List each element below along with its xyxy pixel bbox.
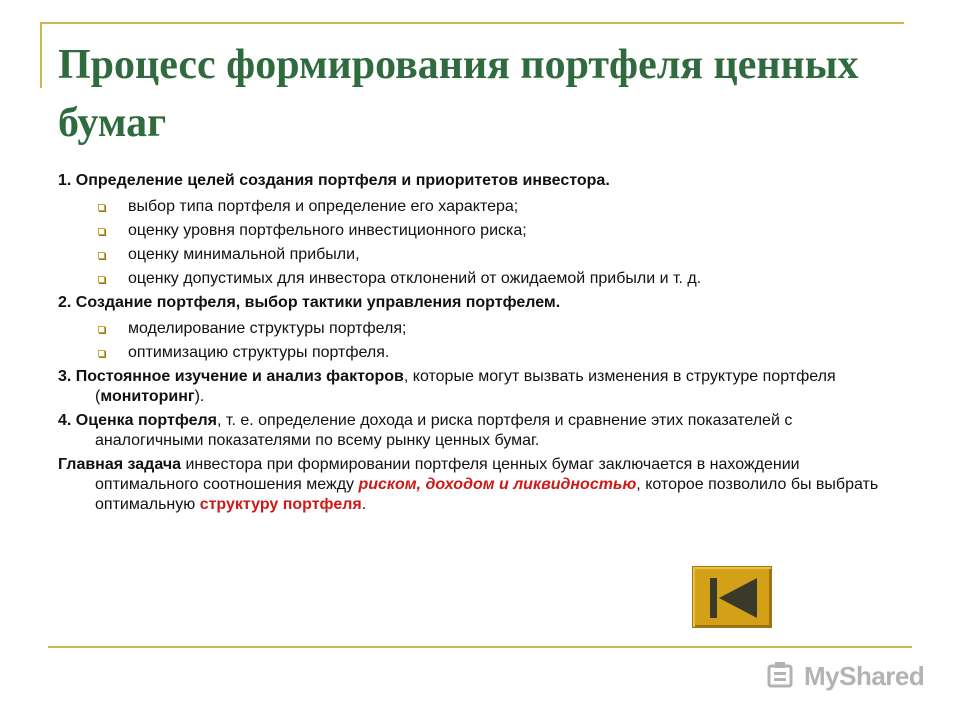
list-item-text: выбор типа портфеля и определение его характера; <box>128 198 519 215</box>
myshared-logo-icon <box>766 660 798 692</box>
list-item <box>58 195 898 219</box>
step-2-lead: 2. Создание портфеля, выбор тактики управления портфелем. <box>58 294 561 311</box>
previous-slide-button[interactable] <box>692 566 772 628</box>
frame-bottom-line <box>48 646 912 648</box>
main-task-highlight-structure: структуру портфеля <box>199 496 362 513</box>
step-4 <box>58 411 898 451</box>
square-bullet-icon <box>98 350 105 357</box>
step-3-text: , которые могут вызвать изменения в структуре портфеля ( <box>95 368 836 405</box>
list-item-text: моделирование структуры портфеля; <box>128 320 407 337</box>
list-item-text: оптимизацию структуры портфеля. <box>128 344 390 361</box>
main-task <box>58 455 898 515</box>
slide-title: Процесс формирования портфеля ценных бумаг <box>58 42 859 146</box>
list-item <box>58 317 898 341</box>
square-bullet-icon <box>98 276 105 283</box>
list-item <box>58 219 898 243</box>
main-task-text: инвестора при формировании портфеля ценных бумаг заключается в нахождении оптимального соотношения между <box>95 456 800 493</box>
step-1-sublist <box>58 195 898 291</box>
skip-back-icon <box>693 567 773 629</box>
step-1 <box>58 171 898 191</box>
step-3-lead: 3. Постоянное изучение и анализ факторов <box>58 368 404 385</box>
step-2 <box>58 293 898 313</box>
frame-left-line <box>40 22 42 88</box>
watermark <box>766 656 924 696</box>
list-item <box>58 243 898 267</box>
list-item-text: оценку уровня портфельного инвестиционного риска; <box>128 222 527 239</box>
frame-top-line <box>40 22 904 24</box>
step-2-sublist <box>58 317 898 365</box>
watermark-text: MyShared <box>804 660 925 691</box>
square-bullet-icon <box>98 252 105 259</box>
step-4-text: , т. е. определение дохода и риска портфеля и сравнение этих показателей с аналогичными показателями по всему рынку ценных бумаг. <box>95 412 793 449</box>
list-item-text: оценку допустимых для инвестора отклонений от ожидаемой прибыли и т. д. <box>128 270 702 287</box>
step-3-text-end: ). <box>194 388 205 405</box>
list-item <box>58 341 898 365</box>
list-item <box>58 267 898 291</box>
step-3-term: мониторинг <box>100 388 195 405</box>
main-task-lead: Главная задача <box>58 456 181 473</box>
square-bullet-icon <box>98 326 105 333</box>
step-4-lead: 4. Оценка портфеля <box>58 412 218 429</box>
step-1-lead: 1. Определение целей создания портфеля и приоритетов инвестора. <box>58 172 610 189</box>
main-task-highlight-risk: риском, доходом и ликвидностью <box>358 476 637 493</box>
step-3 <box>58 367 898 407</box>
main-task-text-end: . <box>361 496 367 513</box>
square-bullet-icon <box>98 228 105 235</box>
main-task-text-mid: , которое позволило бы выбрать оптимальную <box>95 476 879 513</box>
list-item-text: оценку минимальной прибыли, <box>128 246 360 263</box>
slide-content <box>58 171 898 519</box>
square-bullet-icon <box>98 204 105 211</box>
